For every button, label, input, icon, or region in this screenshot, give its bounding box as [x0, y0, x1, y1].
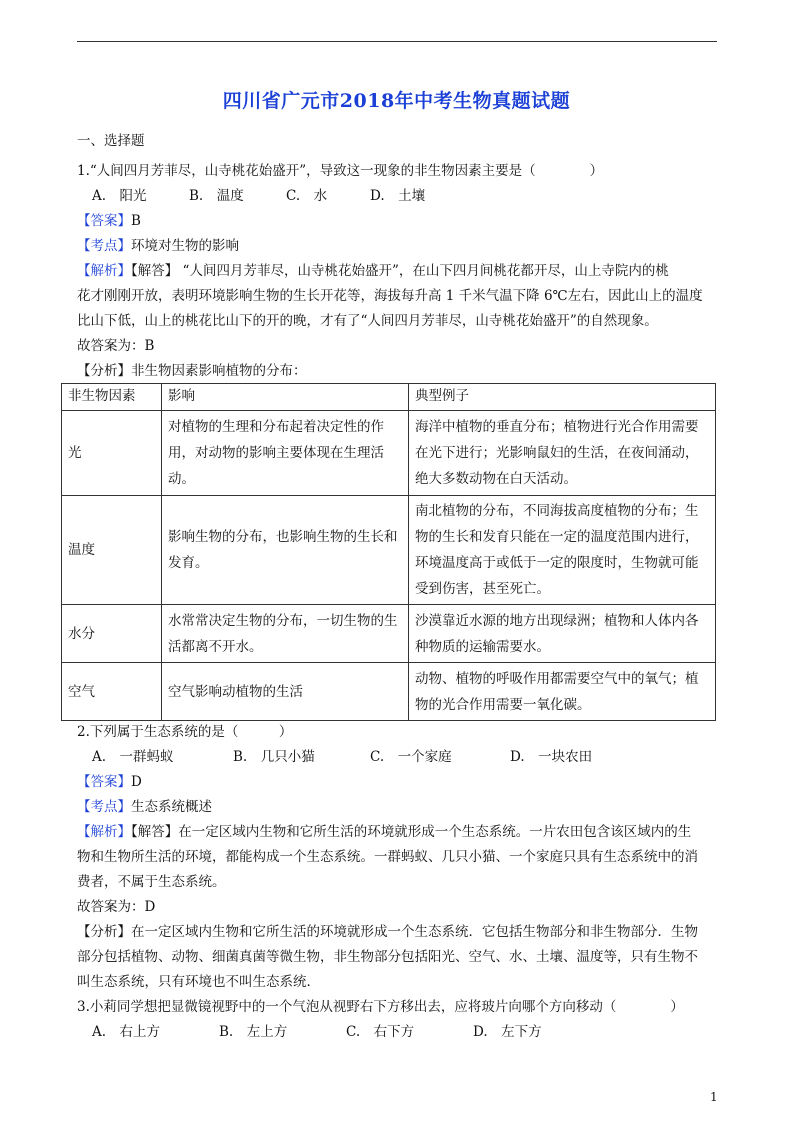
table-row: [62, 411, 716, 496]
q1-conclusion: 故答案为：B: [77, 338, 155, 354]
table-header-cell: 非生物因素: [62, 384, 162, 411]
q3-option-d: D. 左下方: [473, 1024, 542, 1040]
page-number: 1: [710, 1090, 718, 1104]
table-row: [62, 663, 716, 721]
cell-line: 对植物的生理和分布起着决定性的作: [168, 419, 384, 435]
q1-stem: 1.“人间四月芳菲尽，山寺桃花始盛开”，导致这一现象的非生物因素主要是（ ）: [77, 163, 604, 179]
q3-stem: 3.小莉同学想把显微镜视野中的一个气泡从视野右下方移出去，应将玻片向哪个方向移动（ ）: [77, 999, 684, 1015]
q2-conclusion: 故答案为：D: [77, 899, 156, 915]
answer-tag: 【答案】: [77, 213, 131, 229]
cell-line: 南北植物的分布，不同海拔高度植物的分布；生: [415, 503, 699, 519]
fenxi-tag: 【分析】: [77, 924, 131, 940]
answer-tag: 【答案】: [77, 774, 131, 790]
analysis-tag: 【解析】: [77, 263, 131, 279]
q1-answer-value: B: [131, 213, 141, 229]
q3-option-b: B. 左上方: [219, 1024, 288, 1040]
q2-stem: 2.下列属于生态系统的是（ ）: [77, 724, 293, 740]
q2-answer: [77, 774, 142, 791]
table-header-cell: 典型例子: [409, 384, 716, 411]
analysis-tag: 【解析】: [77, 824, 131, 840]
q2-analysis-text-1: 【解答】在一定区域内生物和它所生活的环境就形成一个生态系统。一片农田包含该区域内的生: [131, 824, 692, 840]
q2-fenxi-text-1: 在一定区域内生物和它所生活的环境就形成一个生态系统．它包括生物部分和非生物部分．生物: [131, 924, 698, 940]
q1-analysis-line-2: 花才刚刚开放，表明环境影响生物的生长开花等，海拔每升高 1 千米气温下降 6℃左右，因此山上的温度: [77, 288, 703, 304]
q1-option-c: C. 水: [286, 188, 328, 204]
cell-line: 受到伤害，甚至死亡。: [415, 581, 550, 597]
cell-line: 物的光合作用需要一氧化碳。: [415, 696, 591, 713]
cell-line: 空气影响动植物的生活: [168, 683, 303, 700]
q1-point: [77, 238, 239, 255]
table-cell-factor: 温度: [62, 496, 162, 605]
cell-line: 活都离不开水。: [168, 638, 263, 655]
q2-option-c: C. 一个家庭: [370, 749, 452, 765]
q3-option-c: C. 右下方: [346, 1024, 415, 1040]
q2-options: [92, 749, 592, 766]
table-cell-effect: [162, 496, 409, 605]
table-cell-example: [409, 411, 716, 496]
q1-answer: [77, 213, 141, 230]
q1-option-d: D. 土壤: [370, 188, 426, 204]
table-row: [62, 496, 716, 605]
table-cell-example: [409, 605, 716, 663]
header-rule: [77, 41, 717, 42]
table-cell-effect: [162, 663, 409, 721]
q1-fenxi: [77, 363, 307, 380]
q1-point-value: 环境对生物的影响: [131, 238, 239, 254]
q2-fenxi-line-2: 部分包括植物、动物、细菌真菌等微生物，非生物部分包括阳光、空气、水、土壤、温度等，只有生物不: [77, 949, 698, 965]
table-header-cell: 影响: [162, 384, 409, 411]
factor-table: [61, 383, 716, 721]
table-cell-factor: 水分: [62, 605, 162, 663]
q1-option-a: A. 阳光: [92, 188, 147, 204]
q2-point: [77, 799, 212, 816]
q2-option-a: A. 一群蚂蚁: [92, 749, 174, 765]
cell-line: 用，对动物的影响主要体现在生理活动。: [168, 445, 384, 487]
page-title: 四川省广元市2018年中考生物真题试题: [222, 90, 571, 112]
cell-line: 动物、植物的呼吸作用都需要空气中的氧气；植: [415, 670, 699, 687]
cell-line: 水常常决定生物的分布，一切生物的生: [168, 612, 398, 629]
q2-answer-value: D: [131, 774, 142, 790]
q1-option-b: B. 温度: [189, 188, 244, 204]
q3-option-a: A. 右上方: [92, 1024, 161, 1040]
table-cell-factor: 空气: [62, 663, 162, 721]
q2-analysis-line-3: 费者，不属于生态系统。: [77, 874, 226, 890]
cell-line: 物的生长和发育只能在一定的温度范围内进行，: [415, 529, 699, 545]
table-cell-example: [409, 496, 716, 605]
point-tag: 【考点】: [77, 799, 131, 815]
q2-option-d: D. 一块农田: [510, 749, 593, 765]
table-cell-effect: [162, 411, 409, 496]
table-cell-effect: [162, 605, 409, 663]
q1-analysis-line-1: [77, 263, 669, 280]
q1-analysis-line-3: 比山下低，山上的桃花比山下的开的晚，才有了“人间四月芳菲尽，山寺桃花始盛开”的自然现象。: [77, 313, 658, 329]
table-row: [62, 605, 716, 663]
table-cell-factor: 光: [62, 411, 162, 496]
q1-options: [92, 188, 425, 205]
section-heading: 一、选择题: [77, 133, 145, 149]
cell-line: 种物质的运输需要水。: [415, 638, 550, 655]
q2-fenxi-line-3: 叫生态系统，只有环境也不叫生态系统．: [77, 974, 320, 990]
cell-line: 发育。: [168, 555, 209, 571]
q1-fenxi-text: 非生物因素影响植物的分布：: [131, 363, 307, 379]
cell-line: 在光下进行；光影响鼠妇的生活，在夜间涌动，: [415, 445, 699, 461]
cell-line: 沙漠靠近水源的地方出现绿洲；植物和人体内各: [415, 612, 699, 629]
point-tag: 【考点】: [77, 238, 131, 254]
q2-fenxi-line-1: [77, 924, 698, 941]
fenxi-tag: 【分析】: [77, 363, 131, 379]
cell-line: 影响生物的分布，也影响生物的生长和: [168, 529, 398, 545]
table-cell-example: [409, 663, 716, 721]
q1-analysis-text-1: 【解答】 “人间四月芳菲尽，山寺桃花始盛开”，在山下四月间桃花都开尽，山上寺院内的桃: [131, 263, 669, 279]
table-header-row: [62, 384, 716, 411]
cell-line: 绝大多数动物在白天活动。: [415, 471, 577, 487]
cell-line: 环境温度高于或低于一定的限度时，生物就可能: [415, 555, 699, 571]
q3-options: [92, 1024, 542, 1041]
cell-line: 海洋中植物的垂直分布；植物进行光合作用需要: [415, 419, 699, 435]
q2-option-b: B. 几只小猫: [233, 749, 315, 765]
q2-point-value: 生态系统概述: [131, 799, 212, 815]
q2-analysis-line-1: [77, 824, 691, 841]
q2-analysis-line-2: 物和生物所生活的环境，都能构成一个生态系统。一群蚂蚁、几只小猫、一个家庭只具有生态系统中的消: [77, 849, 698, 865]
